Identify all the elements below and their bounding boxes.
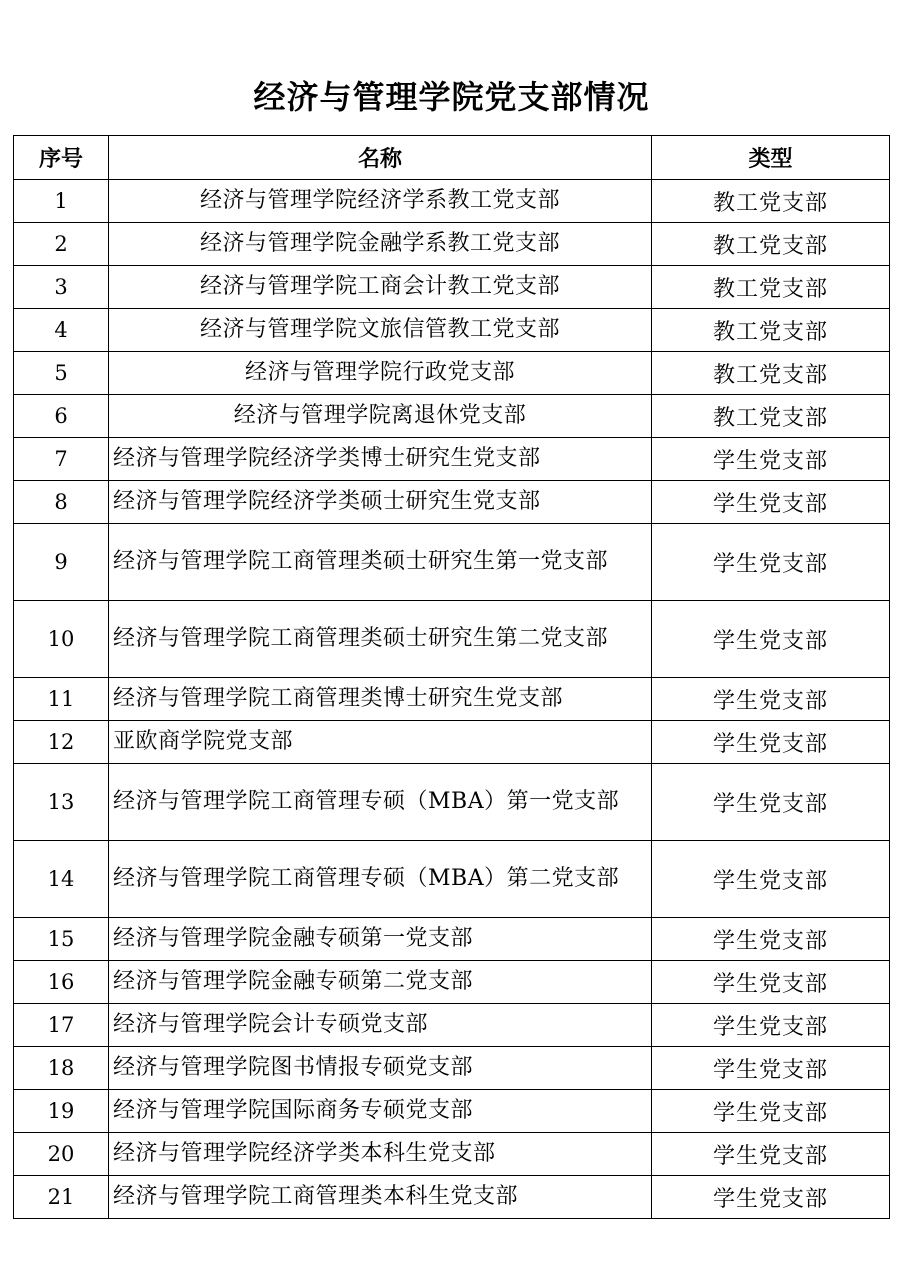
cell-type: 学生党支部 xyxy=(652,764,890,841)
cell-name: 经济与管理学院经济学类硕士研究生党支部 xyxy=(109,481,652,524)
branch-table xyxy=(13,135,890,1219)
cell-type: 教工党支部 xyxy=(652,223,890,266)
cell-name: 亚欧商学院党支部 xyxy=(109,721,652,764)
cell-name: 经济与管理学院工商管理类博士研究生党支部 xyxy=(109,678,652,721)
cell-type: 学生党支部 xyxy=(652,524,890,601)
cell-name: 经济与管理学院离退休党支部 xyxy=(109,395,652,438)
cell-type: 教工党支部 xyxy=(652,309,890,352)
cell-no: 5 xyxy=(14,352,109,395)
table-row xyxy=(14,918,890,961)
table-row xyxy=(14,1133,890,1176)
cell-name: 经济与管理学院工商管理类硕士研究生第一党支部 xyxy=(109,524,652,601)
cell-no: 10 xyxy=(14,601,109,678)
page-title: 经济与管理学院党支部情况 xyxy=(253,78,650,116)
cell-type: 学生党支部 xyxy=(652,1133,890,1176)
table-header-row xyxy=(14,136,890,180)
cell-no: 17 xyxy=(14,1004,109,1047)
cell-type: 学生党支部 xyxy=(652,1090,890,1133)
table-row xyxy=(14,309,890,352)
header-type: 类型 xyxy=(652,136,890,180)
table-row xyxy=(14,764,890,841)
cell-type: 学生党支部 xyxy=(652,1047,890,1090)
cell-type: 学生党支部 xyxy=(652,1004,890,1047)
table-row xyxy=(14,524,890,601)
cell-no: 11 xyxy=(14,678,109,721)
table-row xyxy=(14,841,890,918)
cell-type: 学生党支部 xyxy=(652,438,890,481)
cell-type: 教工党支部 xyxy=(652,352,890,395)
cell-no: 2 xyxy=(14,223,109,266)
cell-name: 经济与管理学院经济学系教工党支部 xyxy=(109,180,652,223)
cell-type: 学生党支部 xyxy=(652,918,890,961)
table-row xyxy=(14,266,890,309)
cell-no: 21 xyxy=(14,1176,109,1219)
cell-name: 经济与管理学院工商管理专硕（MBA）第一党支部 xyxy=(109,764,652,841)
cell-no: 15 xyxy=(14,918,109,961)
table-row xyxy=(14,481,890,524)
cell-name: 经济与管理学院金融专硕第一党支部 xyxy=(109,918,652,961)
cell-name: 经济与管理学院经济学类本科生党支部 xyxy=(109,1133,652,1176)
table-row xyxy=(14,961,890,1004)
cell-no: 14 xyxy=(14,841,109,918)
cell-name: 经济与管理学院文旅信管教工党支部 xyxy=(109,309,652,352)
cell-no: 6 xyxy=(14,395,109,438)
table-row xyxy=(14,1090,890,1133)
cell-no: 20 xyxy=(14,1133,109,1176)
cell-name: 经济与管理学院经济学类博士研究生党支部 xyxy=(109,438,652,481)
table-row xyxy=(14,352,890,395)
cell-type: 教工党支部 xyxy=(652,395,890,438)
cell-name: 经济与管理学院工商管理类本科生党支部 xyxy=(109,1176,652,1219)
cell-name: 经济与管理学院工商管理专硕（MBA）第二党支部 xyxy=(109,841,652,918)
cell-name: 经济与管理学院工商管理类硕士研究生第二党支部 xyxy=(109,601,652,678)
cell-no: 12 xyxy=(14,721,109,764)
cell-name: 经济与管理学院金融学系教工党支部 xyxy=(109,223,652,266)
cell-type: 学生党支部 xyxy=(652,721,890,764)
header-no: 序号 xyxy=(14,136,109,180)
table-row xyxy=(14,223,890,266)
cell-type: 教工党支部 xyxy=(652,180,890,223)
table-row xyxy=(14,1047,890,1090)
cell-no: 7 xyxy=(14,438,109,481)
table-row xyxy=(14,1004,890,1047)
table-row xyxy=(14,1176,890,1219)
cell-no: 8 xyxy=(14,481,109,524)
cell-name: 经济与管理学院会计专硕党支部 xyxy=(109,1004,652,1047)
cell-no: 3 xyxy=(14,266,109,309)
cell-no: 18 xyxy=(14,1047,109,1090)
cell-name: 经济与管理学院国际商务专硕党支部 xyxy=(109,1090,652,1133)
cell-name: 经济与管理学院行政党支部 xyxy=(109,352,652,395)
cell-name: 经济与管理学院工商会计教工党支部 xyxy=(109,266,652,309)
cell-type: 学生党支部 xyxy=(652,481,890,524)
table-row xyxy=(14,721,890,764)
cell-type: 学生党支部 xyxy=(652,1176,890,1219)
table-row xyxy=(14,180,890,223)
table-row xyxy=(14,678,890,721)
table-row xyxy=(14,601,890,678)
cell-name: 经济与管理学院图书情报专硕党支部 xyxy=(109,1047,652,1090)
cell-type: 学生党支部 xyxy=(652,961,890,1004)
cell-no: 4 xyxy=(14,309,109,352)
cell-no: 19 xyxy=(14,1090,109,1133)
cell-type: 学生党支部 xyxy=(652,841,890,918)
cell-no: 16 xyxy=(14,961,109,1004)
cell-type: 学生党支部 xyxy=(652,678,890,721)
cell-no: 13 xyxy=(14,764,109,841)
cell-no: 9 xyxy=(14,524,109,601)
table-row xyxy=(14,395,890,438)
cell-type: 学生党支部 xyxy=(652,601,890,678)
cell-no: 1 xyxy=(14,180,109,223)
cell-type: 教工党支部 xyxy=(652,266,890,309)
table-row xyxy=(14,438,890,481)
header-name: 名称 xyxy=(109,136,652,180)
cell-name: 经济与管理学院金融专硕第二党支部 xyxy=(109,961,652,1004)
